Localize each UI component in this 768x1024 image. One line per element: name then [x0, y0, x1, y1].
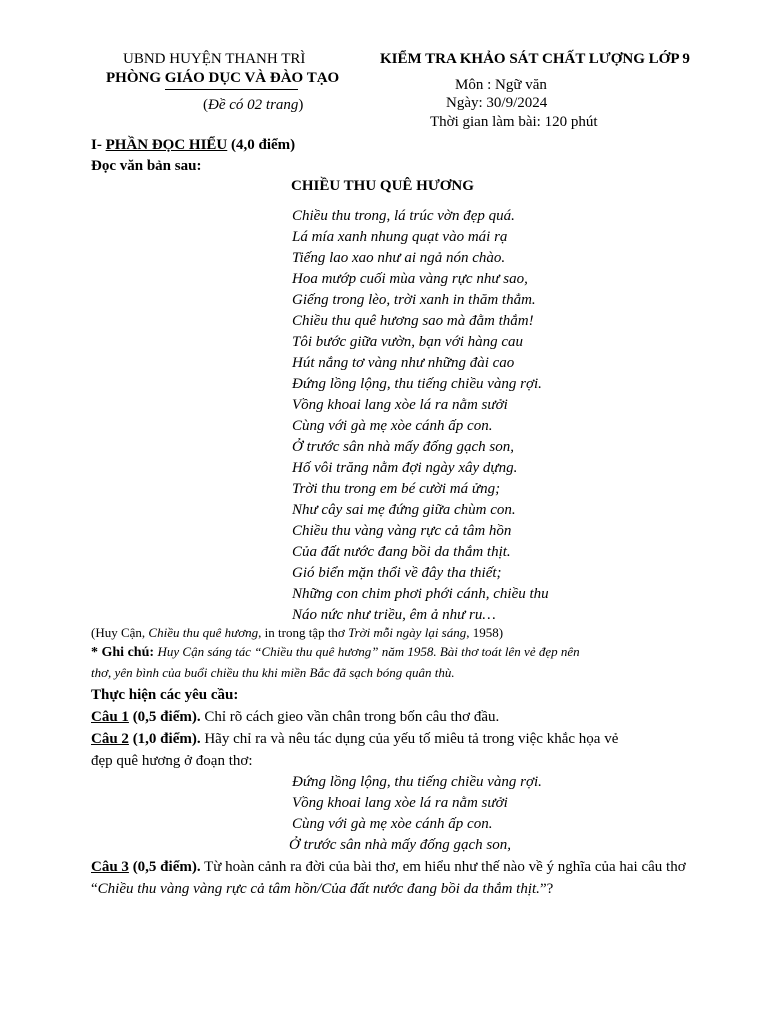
poem-line: Những con chim phơi phới cánh, chiều thu: [292, 586, 549, 602]
poem-line: Hút nắng tơ vàng như những đài cao: [292, 355, 515, 371]
poem-line: Tiếng lao xao như ai ngả nón chào.: [292, 250, 506, 266]
poem-line: Ở trước sân nhà mấy đống gạch son,: [292, 439, 515, 455]
exam-title: KIỂM TRA KHẢO SÁT CHẤT LƯỢNG LỚP 9: [380, 51, 690, 67]
reading-instruction: Đọc văn bản sau:: [91, 158, 202, 174]
question-2-continued: đẹp quê hương ở đoạn thơ:: [91, 753, 253, 769]
poem-line: Cùng với gà mẹ xòe cánh ấp con.: [292, 418, 493, 434]
excerpt-line: Cùng với gà mẹ xòe cánh ấp con.: [292, 816, 493, 832]
poem-line: Lá mía xanh nhung quạt vào mái rạ: [292, 229, 508, 245]
excerpt-line: Đứng lồng lộng, thu tiếng chiều vàng rợi.: [292, 774, 542, 790]
poem-line: Vồng khoai lang xòe lá ra nằm sưởi: [292, 397, 508, 413]
poem-line: Như cây sai mẹ đứng giữa chùm con.: [292, 502, 516, 518]
exam-date: Ngày: 30/9/2024: [446, 95, 548, 111]
excerpt-line: Ở trước sân nhà mấy đống gạch son,: [289, 837, 512, 853]
district-committee: UBND HUYỆN THANH TRÌ: [123, 51, 306, 67]
poem-line: Chiều thu vàng vàng rực cả tâm hồn: [292, 523, 512, 539]
poem-title: CHIỀU THU QUÊ HƯƠNG: [291, 178, 474, 194]
poem-line: Tôi bước giữa vườn, bạn với hàng cau: [292, 334, 524, 350]
section-1-heading: I- PHẦN ĐỌC HIỂU (4,0 điểm): [91, 137, 296, 153]
tasks-heading: Thực hiện các yêu cầu:: [91, 687, 239, 703]
question-3: Câu 3 (0,5 điểm). Từ hoàn cảnh ra đời của bài thơ, em hiểu như thế nào về ý nghĩa của hai câu thơ: [91, 859, 686, 875]
pages-note: (Đề có 02 trang): [203, 97, 304, 113]
poem-line: Giếng trong lèo, trời xanh in thăm thẳm.: [292, 292, 536, 308]
question-2: Câu 2 (1,0 điểm). Hãy chỉ ra và nêu tác dụng của yếu tố miêu tả trong việc khắc họa vẻ: [91, 731, 619, 747]
poem-line: Trời thu trong em bé cười má ửng;: [292, 481, 501, 497]
subject: Môn : Ngữ văn: [455, 77, 547, 93]
poem-line: Của đất nước đang bồi da thắm thịt.: [292, 544, 511, 560]
poem-line: Chiều thu quê hương sao mà đằm thắm!: [292, 313, 534, 329]
poem-line: Hố vôi trăng nằm đợi ngày xây dựng.: [292, 460, 518, 476]
note-line-2: thơ, yên bình của buổi chiều thu khi miền Bắc đã sạch bóng quân thù.: [91, 665, 455, 680]
question-3-quote: “Chiều thu vàng vàng rực cả tâm hồn/Của đất nước đang bồi da thắm thịt.”?: [91, 881, 554, 897]
excerpt-line: Vồng khoai lang xòe lá ra nằm sưởi: [292, 795, 508, 811]
poem-line: Đứng lồng lộng, thu tiếng chiều vàng rợi.: [292, 376, 542, 392]
exam-duration: Thời gian làm bài: 120 phút: [430, 114, 598, 130]
poem-source: (Huy Cận, Chiều thu quê hương, in trong tập thơ Trời mỗi ngày lại sáng, 1958): [91, 625, 504, 640]
header-underline: [165, 89, 298, 90]
note-line-1: * Ghi chú: Huy Cận sáng tác “Chiều thu quê hương” năm 1958. Bài thơ toát lên vẻ đẹp nên: [91, 644, 580, 660]
question-1: Câu 1 (0,5 điểm). Chỉ rõ cách gieo vần chân trong bốn câu thơ đầu.: [91, 709, 500, 725]
poem-line: Hoa mướp cuối mùa vàng rực như sao,: [292, 271, 528, 287]
poem-line: Gió biển mặn thổi về đây tha thiết;: [292, 565, 502, 581]
poem-line: Chiều thu trong, lá trúc vờn đẹp quá.: [292, 208, 515, 224]
education-department: PHÒNG GIÁO DỤC VÀ ĐÀO TẠO: [106, 70, 340, 86]
poem-line: Náo nức như triều, êm ả như ru…: [292, 607, 496, 623]
